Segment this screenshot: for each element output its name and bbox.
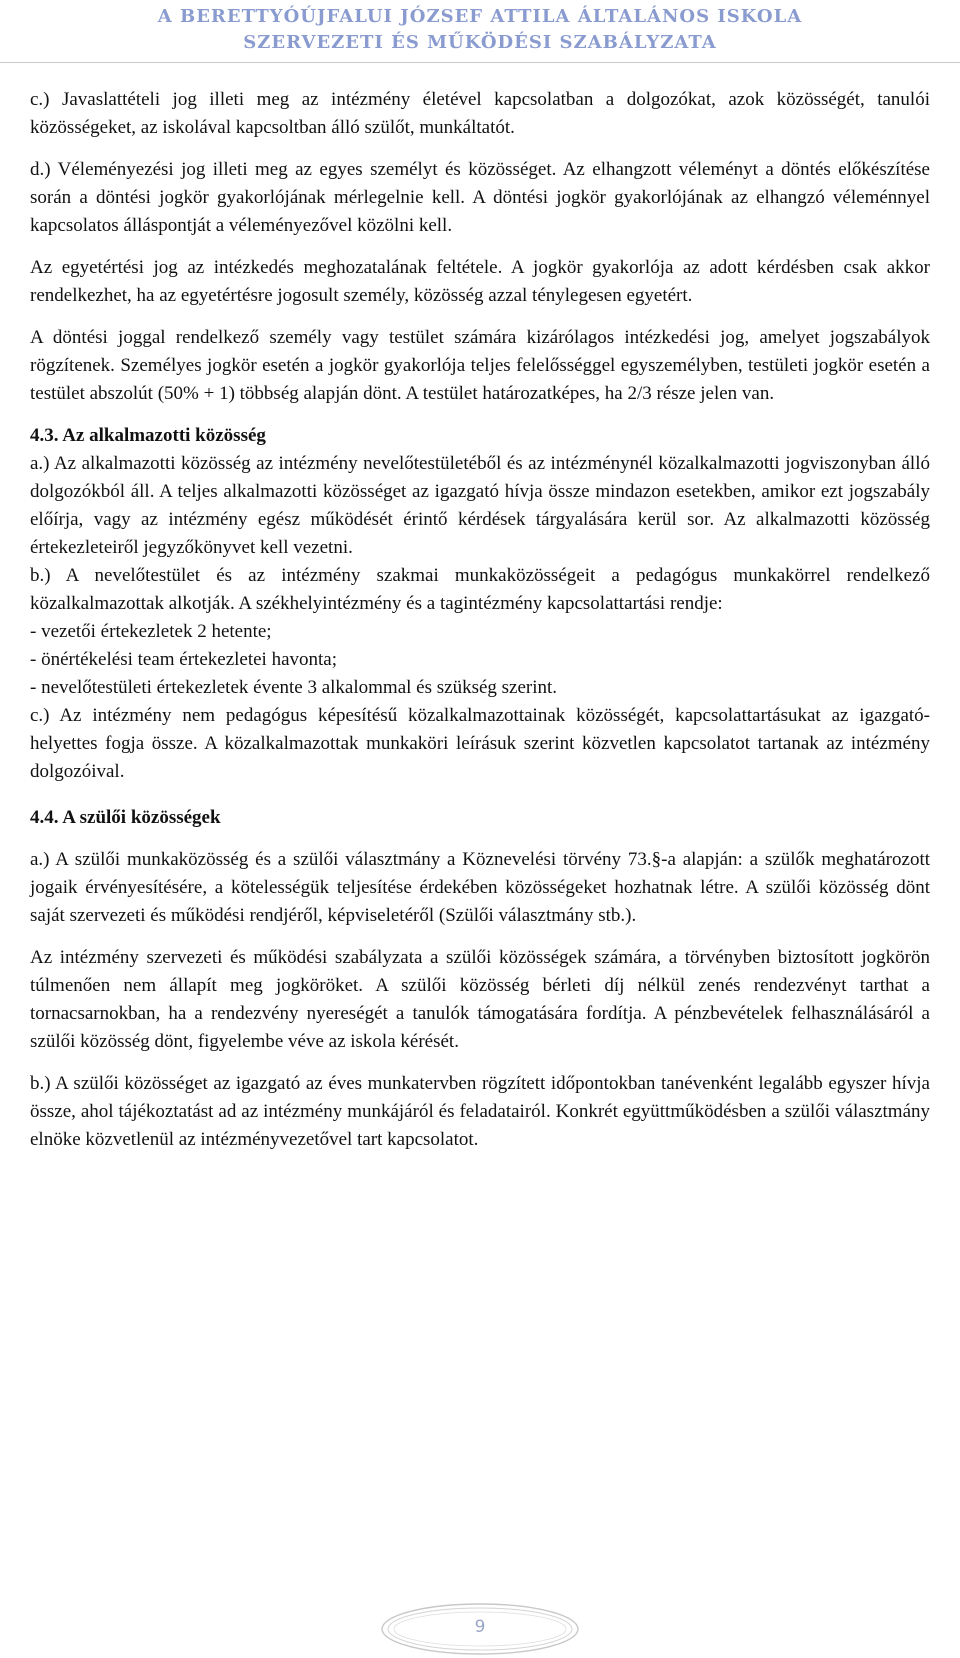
section-heading-4-3: 4.3. Az alkalmazotti közösség — [30, 425, 266, 446]
paragraph-4-4-a: a.) A szülői munkaközösség és a szülői választmány a Köznevelési törvény 73.§-a alapján: a szülők meghatározott jogaik érvényesítésére, a kötelességük teljesítése érdekében közösségeket hozhatnak létre. A szülői közösség dönt saját szervezeti és működési rendjéről, képviseletéről (Szülői választmány stb.). — [30, 849, 930, 926]
page-header — [0, 4, 960, 56]
paragraph-4-3-b: b.) A nevelőtestület és az intézmény szakmai munkaközösségeit a pedagógus munkakörrel rendelkező közalkalmazottak alkotják. A székhelyintézmény és a tagintézmény kapcsolattartási rendje: — [30, 565, 930, 614]
header-school-name: A BERETTYÓÚJFALUI JÓZSEF ATTILA ÁLTALÁNOS ISKOLA — [157, 6, 803, 27]
header-document-title: SZERVEZETI ÉS MŰKÖDÉSI SZABÁLYZATA — [243, 32, 717, 53]
paragraph-4-4-b: b.) A szülői közösséget az igazgató az éves munkatervben rögzített időpontokban tanévenként legalább egyszer hívja össze, ahol tájékoztatást ad az intézmény munkájáról és feladatairól. Konkrét együttműködésben a szülői választmány elnöke közvetlenül az intézményvezetővel tart kapcsolatot. — [30, 1073, 930, 1150]
list-item: - vezetői értekezletek 2 hetente; — [30, 621, 272, 642]
list-item: - önértékelési team értekezletei havonta; — [30, 649, 338, 670]
paragraph-egyetertes: Az egyetértési jog az intézkedés meghozatalának feltétele. A jogkör gyakorlója az adott kérdésben csak akkor rendelkezhet, ha az egyetértésre jogosult személy, közösség azzal ténylegesen egyetért. — [30, 257, 930, 306]
page-number: 9 — [474, 1617, 486, 1637]
paragraph-javaslattetel: c.) Javaslattételi jog illeti meg az intézmény életével kapcsolatban a dolgozókat, azok közösségét, tanulói közösségeket, az iskolával kapcsoltban álló szülőt, munkáltatót. — [30, 89, 930, 138]
paragraph-velemenyezes: d.) Véleményezési jog illeti meg az egyes személyt és közösséget. Az elhangzott véleményt a döntés előkészítése során a döntési jogkör gyakorlójának mérlegelnie kell. A döntési jogkör gyakorlójának az elhangzó véleménnyel kapcsolatos álláspontját a véleményezővel közölni kell. — [30, 159, 930, 236]
document-body — [30, 86, 930, 1154]
paragraph-4-3-c: c.) Az intézmény nem pedagógus képesítésű közalkalmazottainak közösségét, kapcsolattartásukat az igazgató-helyettes fogja össze. A közalkalmazottak munkaköri leírásuk szerint közvetlen kapcsolatot tartanak az intézmény dolgozóival. — [30, 705, 930, 782]
section-heading-4-4: 4.4. A szülői közösségek — [30, 807, 221, 828]
paragraph-dontesi-jog: A döntési joggal rendelkező személy vagy testület számára kizárólagos intézkedési jog, amelyet jogszabályok rögzítenek. Személyes jogkör esetén a jogkör gyakorlója teljes felelősséggel egyszemélyben, testületi jogkör esetén a testület abszolút (50% + 1) többség alapján dönt. A testület határozatképes, ha 2/3 része jelen van. — [30, 327, 930, 404]
paragraph-4-4-jogkorok: Az intézmény szervezeti és működési szabályzata a szülői közösségek számára, a törvényben biztosított jogkörön túlmenően nem állapít meg jogköröket. A szülői közösség bérleti díj nélkül zenés rendezvényt tarthat a tornacsarnokban, ha a rendezvény nyereségét a tanulók támogatására fordítja. A pénzbevételek felhasználásáról a szülői közösség dönt, figyelembe véve az iskola kérését. — [30, 947, 930, 1052]
header-divider — [0, 62, 960, 63]
list-item: - nevelőtestületi értekezletek évente 3 alkalommal és szükség szerint. — [30, 677, 558, 698]
paragraph-4-3-a: a.) Az alkalmazotti közösség az intézmény nevelőtestületéből és az intézménynél közalkalmazotti jogviszonyban álló dolgozókból áll. A teljes alkalmazotti közösséget az igazgató hívja össze mindazon esetekben, amikor ezt jogszabály előírja, vagy az intézmény egész működését érintő kérdések tárgyalására kerül sor. Az alkalmazotti közösség értekezleteiről jegyzőkönyvet kell vezetni. — [30, 453, 930, 558]
